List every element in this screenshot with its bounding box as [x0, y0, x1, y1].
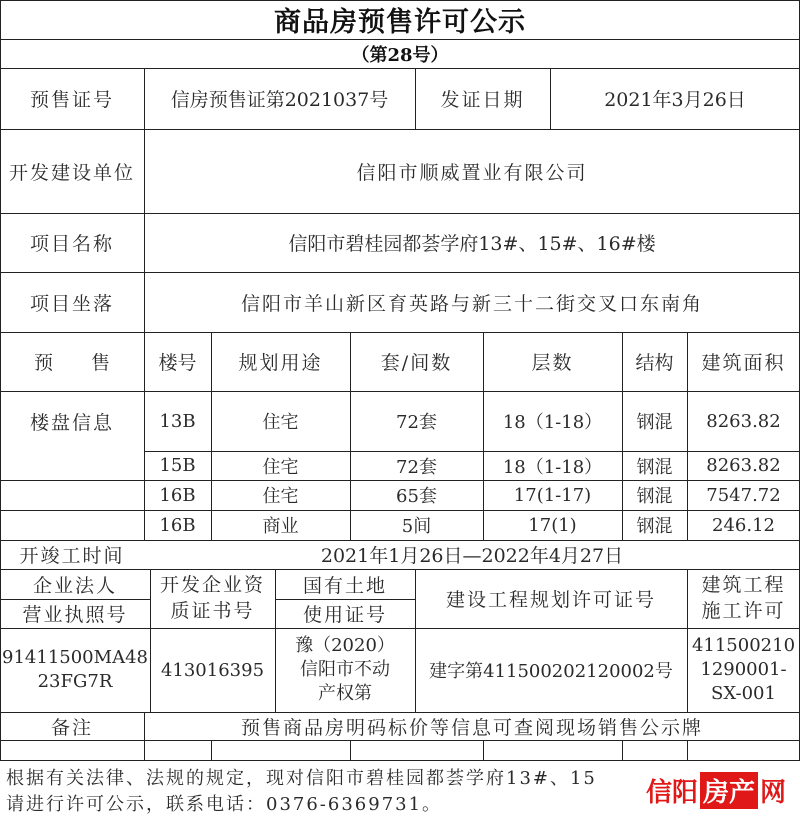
- table-row-2-area: 8263.82: [706, 455, 781, 476]
- qualification-cert-header-line1: 开发企业资: [159, 574, 265, 597]
- business-license-value-line2: 23FG7R: [37, 671, 113, 692]
- table-row-4-structure: 钢混: [636, 516, 673, 537]
- table-row-1-building: 13B: [159, 410, 196, 432]
- table-row-4-usage: 商业: [262, 516, 299, 537]
- header-units: 套/间数: [380, 352, 453, 374]
- qualification-cert-value: 413016395: [160, 659, 265, 681]
- table-row-3-floors: 17(1-17): [513, 484, 592, 506]
- watermark-part-2: 房产: [700, 772, 758, 809]
- site-watermark-logo: [632, 768, 800, 812]
- construction-period-label: 开竣工时间: [19, 545, 125, 567]
- project-location-label: 项目坐落: [29, 292, 114, 315]
- table-row-4-area: 246.12: [712, 514, 775, 536]
- land-use-header-line1: 国有土地: [302, 574, 387, 597]
- table-row-2-structure: 钢混: [636, 456, 673, 478]
- construction-permit-value: [687, 628, 800, 712]
- land-use-value-line1: 豫（2020）: [295, 635, 395, 657]
- table-row-1-area: 8263.82: [706, 410, 781, 432]
- construction-period-value: 2021年1月26日—2022年4月27日: [320, 545, 624, 567]
- planning-permit-value: 建字第411500202120002号: [429, 661, 673, 682]
- header-building-no: 楼号: [158, 352, 197, 374]
- planning-permit-header: 建设工程规划许可证号: [445, 589, 656, 611]
- issue-date-value: 2021年3月26日: [604, 89, 746, 111]
- developer-label: 开发建设单位: [8, 161, 135, 184]
- header-area: 建筑面积: [701, 352, 786, 374]
- developer-value: 信阳市顺威置业有限公司: [356, 161, 588, 184]
- watermark-part-1: 信阳: [645, 777, 698, 808]
- header-structure: 结构: [635, 352, 674, 374]
- project-location-value: 信阳市羊山新区育英路与新三十二街交叉口东南角: [240, 292, 703, 315]
- remarks-label: 备注: [50, 716, 93, 739]
- table-row-1-units: 72套: [396, 412, 437, 433]
- table-row-1-floors: 18（1-18）: [502, 412, 603, 433]
- construction-permit-value-line1: 411500210: [691, 635, 796, 657]
- table-row-1-usage: 住宅: [262, 412, 299, 433]
- table-row-2-usage: 住宅: [262, 456, 299, 478]
- issue-date-label: 发证日期: [440, 89, 525, 111]
- table-row-3-building: 16B: [159, 484, 196, 506]
- construction-permit-header: [687, 569, 800, 628]
- construction-permit-header-line1: 建筑工程: [701, 574, 786, 597]
- land-use-value-line3: 产权第: [318, 682, 372, 704]
- project-name-label: 项目名称: [29, 233, 114, 255]
- business-license-value-line1: 91411500MA48: [2, 647, 148, 669]
- issue-number: （第28号）: [351, 44, 449, 66]
- construction-permit-header-line2: 施工许可: [701, 599, 786, 622]
- header-usage: 规划用途: [238, 352, 323, 374]
- license-number-value: 信房预售证第2021037号: [170, 89, 389, 111]
- business-license-value: [0, 628, 150, 712]
- land-use-header-line2: 使用证号: [302, 604, 387, 626]
- table-row-2-floors: 18（1-18）: [502, 456, 603, 478]
- page-title: 商品房预售许可公示: [274, 7, 526, 38]
- table-row-1-structure: 钢混: [636, 412, 673, 433]
- presale-label-top: 预 售: [33, 352, 110, 374]
- construction-permit-value-line3: SX-001: [711, 682, 776, 704]
- project-name-value: 信阳市碧桂园都荟学府13#、15#、16#楼: [288, 233, 656, 255]
- table-row-3-usage: 住宅: [262, 486, 299, 507]
- presale-label-bottom: 楼盘信息: [29, 411, 114, 434]
- table-row-4-units: 5间: [401, 516, 432, 537]
- footer-line-1: 根据有关法律、法规的规定，现对信阳市碧桂园都荟学府13#、15: [6, 768, 597, 789]
- qualification-cert-header: [150, 569, 275, 628]
- land-use-value-line2: 信阳市不动: [300, 659, 390, 681]
- business-license-header-line2: 营业执照号: [22, 604, 128, 626]
- construction-permit-value-line2: 1290001-: [700, 659, 787, 681]
- qualification-cert-header-line2: 质证书号: [170, 599, 255, 622]
- table-row-3-area: 7547.72: [706, 484, 781, 506]
- header-floors: 层数: [531, 352, 574, 374]
- business-license-header-line1: 企业法人: [32, 574, 117, 597]
- remarks-value: 预售商品房明码标价等信息可查阅现场销售公示牌: [240, 716, 703, 739]
- license-number-label: 预售证号: [29, 89, 114, 111]
- table-row-3-units: 65套: [396, 486, 437, 507]
- table-row-3-structure: 钢混: [636, 486, 673, 507]
- footer-line-2: 请进行许可公示，联系电话：0376-6369731。: [6, 794, 443, 815]
- table-row-4-building: 16B: [159, 514, 196, 536]
- table-row-2-building: 15B: [159, 455, 196, 476]
- land-use-value: [275, 628, 415, 712]
- table-row-4-floors: 17(1): [528, 514, 577, 536]
- watermark-part-3: 网: [760, 777, 787, 808]
- table-row-2-units: 72套: [396, 456, 437, 478]
